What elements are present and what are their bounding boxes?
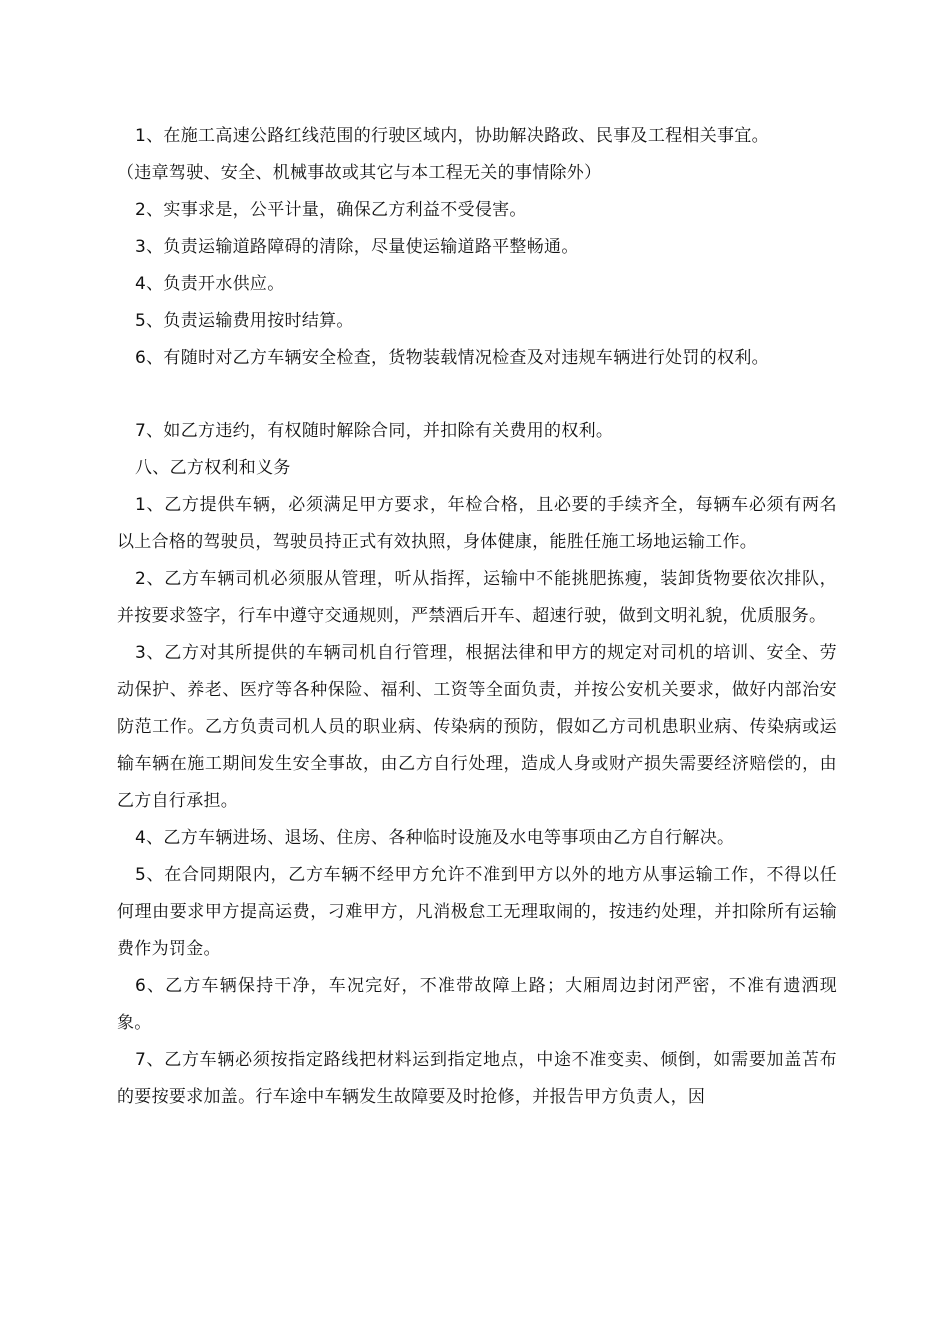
document-body	[117, 118, 837, 1116]
paragraph-party-b-duty-7: 7、乙方车辆必须按指定路线把材料运到指定地点，中途不准变卖、倾倒，如需要加盖苫布的要按要求加盖。行车途中车辆发生故障要及时抢修，并报告甲方负责人，因	[117, 1050, 837, 1107]
paragraph-spacer	[117, 377, 837, 413]
paragraph-party-b-duty-4: 4、乙方车辆进场、退场、住房、各种临时设施及水电等事项由乙方自行解决。	[135, 828, 735, 848]
paragraph-party-a-duty-4: 4、负责开水供应。	[135, 274, 285, 294]
section-heading-party-b: 八、乙方权利和义务	[135, 458, 291, 478]
paragraph-party-b-duty-5: 5、在合同期限内，乙方车辆不经甲方允许不准到甲方以外的地方从事运输工作，不得以任何理由要求甲方提高运费，刁难甲方，凡消极怠工无理取闹的，按违约处理，并扣除所有运输费作为罚金。	[117, 865, 837, 959]
paragraph-party-b-duty-3: 3、乙方对其所提供的车辆司机自行管理，根据法律和甲方的规定对司机的培训、安全、劳动保护、养老、医疗等各种保险、福利、工资等全面负责，并按公安机关要求，做好内部治安防范工作。乙方负责司机人员的职业病、传染病的预防，假如乙方司机患职业病、传染病或运输车辆在施工期间发生安全事故，由乙方自行处理，造成人身或财产损失需要经济赔偿的，由乙方自行承担。	[117, 643, 837, 811]
paragraph-party-a-duty-5: 5、负责运输费用按时结算。	[135, 311, 354, 331]
paragraph-party-b-duty-2: 2、乙方车辆司机必须服从管理，听从指挥，运输中不能挑肥拣瘦，装卸货物要依次排队，并按要求签字，行车中遵守交通规则，严禁酒后开车、超速行驶，做到文明礼貌，优质服务。	[117, 569, 837, 626]
paragraph-party-a-duty-6: 6、有随时对乙方车辆安全检查，货物装载情况检查及对违规车辆进行处罚的权利。	[135, 348, 769, 368]
paragraph-party-a-duty-1: 1、在施工高速公路红线范围的行驶区域内，协助解决路政、民事及工程相关事宜。	[135, 126, 769, 146]
paragraph-party-a-duty-2: 2、实事求是，公平计量，确保乙方利益不受侵害。	[135, 200, 527, 220]
paragraph-party-b-duty-6: 6、乙方车辆保持干净，车况完好，不准带故障上路；大厢周边封闭严密，不准有遗洒现象。	[117, 976, 837, 1033]
paragraph-party-a-duty-7: 7、如乙方违约，有权随时解除合同，并扣除有关费用的权利。	[135, 421, 614, 441]
paragraph-party-b-duty-1: 1、乙方提供车辆，必须满足甲方要求，年检合格，且必要的手续齐全，每辆车必须有两名以上合格的驾驶员，驾驶员持正式有效执照，身体健康，能胜任施工场地运输工作。	[117, 495, 837, 552]
paragraph-party-a-duty-3: 3、负责运输道路障碍的清除，尽量使运输道路平整畅通。	[135, 237, 579, 257]
paragraph-party-a-duty-1-note: （违章驾驶、安全、机械事故或其它与本工程无关的事情除外）	[117, 163, 602, 183]
